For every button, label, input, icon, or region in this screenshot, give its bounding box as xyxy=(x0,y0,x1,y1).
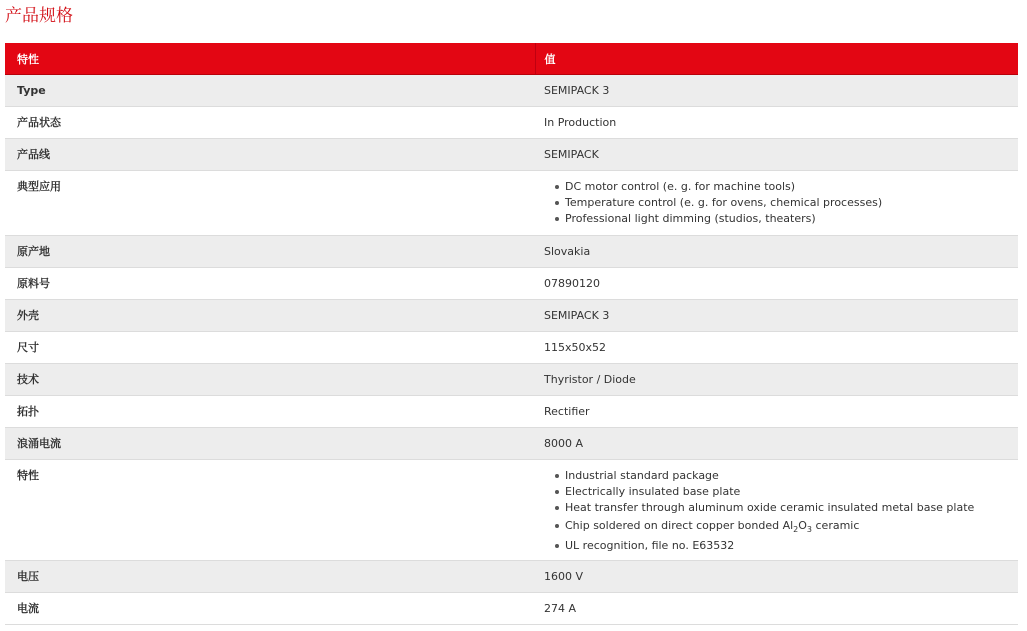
chip-text-prefix: Chip soldered on direct copper bonded Al xyxy=(565,519,794,532)
chip-text-suffix: ceramic xyxy=(812,519,860,532)
row-value xyxy=(535,460,1018,561)
row-key: 尺寸 xyxy=(5,332,535,364)
row-key: 产品状态 xyxy=(5,107,535,139)
table-row xyxy=(5,593,1018,625)
row-value xyxy=(535,171,1018,236)
row-value: In Production xyxy=(535,107,1018,139)
spec-table xyxy=(5,43,1018,625)
row-key: 电压 xyxy=(5,561,535,593)
features-list xyxy=(544,468,1006,556)
row-value: SEMIPACK 3 xyxy=(535,300,1018,332)
table-row xyxy=(5,268,1018,300)
table-row xyxy=(5,139,1018,171)
page-title: 产品规格 xyxy=(5,6,73,26)
list-item xyxy=(555,516,1006,536)
row-key: 拓扑 xyxy=(5,396,535,428)
row-value: 8000 A xyxy=(535,428,1018,460)
list-item: Temperature control (e. g. for ovens, chemical processes) xyxy=(555,195,1006,211)
header-key: 特性 xyxy=(5,43,535,75)
row-key: 典型应用 xyxy=(5,171,535,236)
list-item: UL recognition, file no. E63532 xyxy=(555,536,1006,556)
row-value: 1600 V xyxy=(535,561,1018,593)
table-row xyxy=(5,300,1018,332)
row-value: 07890120 xyxy=(535,268,1018,300)
table-row xyxy=(5,460,1018,561)
row-key: 特性 xyxy=(5,460,535,561)
table-row xyxy=(5,107,1018,139)
table-row xyxy=(5,396,1018,428)
table-row xyxy=(5,561,1018,593)
list-item: DC motor control (e. g. for machine tools) xyxy=(555,179,1006,195)
table-row xyxy=(5,236,1018,268)
row-key: 产品线 xyxy=(5,139,535,171)
row-key: 原料号 xyxy=(5,268,535,300)
chip-subscript-1: 2 xyxy=(793,525,799,535)
row-key: 浪涌电流 xyxy=(5,428,535,460)
list-item: Electrically insulated base plate xyxy=(555,484,1006,500)
row-value: 115x50x52 xyxy=(535,332,1018,364)
row-value: SEMIPACK 3 xyxy=(535,75,1018,107)
table-row xyxy=(5,364,1018,396)
row-key: 技术 xyxy=(5,364,535,396)
header-value: 值 xyxy=(535,43,1018,75)
row-value: 274 A xyxy=(535,593,1018,625)
row-key: Type xyxy=(5,75,535,107)
row-value: SEMIPACK xyxy=(535,139,1018,171)
row-value: Slovakia xyxy=(535,236,1018,268)
chip-text-mid: O xyxy=(798,519,807,532)
list-item: Professional light dimming (studios, theaters) xyxy=(555,211,1006,227)
row-key: 原产地 xyxy=(5,236,535,268)
table-row xyxy=(5,428,1018,460)
list-item: Industrial standard package xyxy=(555,468,1006,484)
row-value: Thyristor / Diode xyxy=(535,364,1018,396)
row-key: 外壳 xyxy=(5,300,535,332)
table-header-row xyxy=(5,43,1018,75)
applications-list xyxy=(544,179,1006,227)
table-row xyxy=(5,332,1018,364)
list-item: Heat transfer through aluminum oxide ceramic insulated metal base plate xyxy=(555,500,1006,516)
chip-subscript-2: 3 xyxy=(806,525,813,535)
table-row xyxy=(5,75,1018,107)
row-value: Rectifier xyxy=(535,396,1018,428)
table-row xyxy=(5,171,1018,236)
row-key: 电流 xyxy=(5,593,535,625)
